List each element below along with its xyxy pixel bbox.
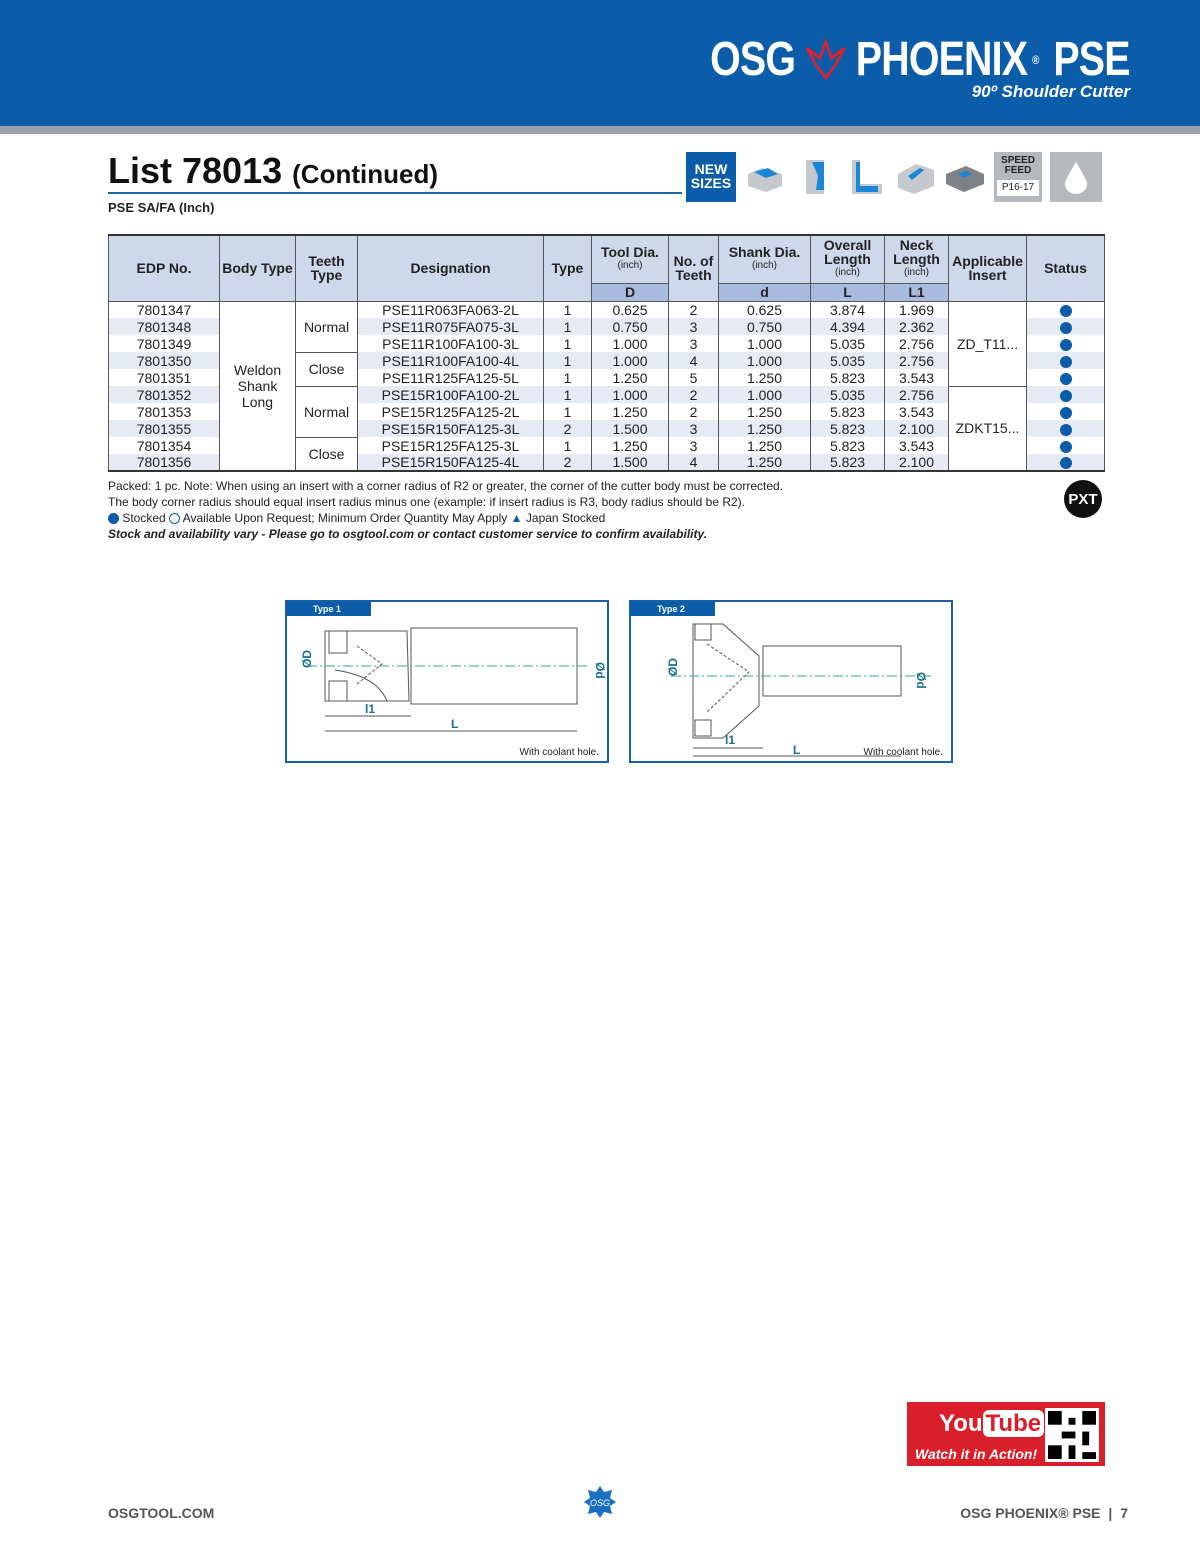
designation-cell: PSE15R150FA125-4L [358,454,544,471]
svg-text:l1: l1 [365,702,376,716]
brand-logo [710,32,1130,87]
diagram-type-2 [629,600,953,763]
stocked-icon [1060,373,1072,385]
shank-dia-cell: 0.750 [719,318,811,335]
header-divider [0,126,1200,134]
col-body-type: Body Type [220,235,296,301]
overall-length-cell: 5.823 [811,437,885,454]
shouldering-icon [744,156,786,198]
no-teeth-cell: 4 [669,352,719,369]
diagram-type-1 [285,600,609,763]
tool-dia-cell: 1.000 [592,352,669,369]
no-teeth-cell: 3 [669,420,719,437]
col-designation: Designation [358,235,544,301]
youtube-link[interactable] [907,1402,1105,1466]
tool-dia-cell: 1.250 [592,369,669,386]
type-cell: 1 [544,386,592,403]
note-packed: Packed: 1 pc. Note: When using an insert with a corner radius of R2 or greater, the corner of the cutter body must be corrected. [108,479,784,493]
page-title [108,150,438,192]
edp-cell: 7801356 [109,454,220,471]
tool-dia-cell: 1.250 [592,403,669,420]
footer-website[interactable]: OSGTOOL.COM [108,1505,215,1521]
shank-dia-cell: 1.250 [719,369,811,386]
type-cell: 1 [544,335,592,352]
designation-cell: PSE15R150FA125-3L [358,420,544,437]
edp-cell: 7801353 [109,403,220,420]
status-cell [1027,437,1105,454]
no-teeth-cell: 3 [669,318,719,335]
availability-note: Stock and availability vary - Please go to osgtool.com or contact customer service to confirm availability. [108,527,708,541]
edp-cell: 7801352 [109,386,220,403]
shank-dia-cell: 0.625 [719,301,811,318]
neck-length-cell: 1.969 [885,301,949,318]
stocked-icon [1060,441,1072,453]
no-teeth-cell: 2 [669,403,719,420]
edp-cell: 7801351 [109,369,220,386]
designation-cell: PSE15R125FA125-3L [358,437,544,454]
status-cell [1027,335,1105,352]
neck-length-cell: 2.756 [885,352,949,369]
col-neck-length: Neck Length (inch) [885,235,949,283]
tool-dia-cell: 1.000 [592,335,669,352]
coolant-badge [1050,152,1102,202]
title-underline [108,192,682,194]
neck-length-cell: 2.756 [885,386,949,403]
body-type-cell: Weldon Shank Long [220,301,296,471]
tool-dia-cell: 1.000 [592,386,669,403]
stocked-icon [108,513,119,524]
overall-length-cell: 5.035 [811,352,885,369]
no-teeth-cell: 5 [669,369,719,386]
stocked-icon [1060,390,1072,402]
status-cell [1027,301,1105,318]
teeth-type-cell: Normal [296,386,358,437]
teeth-type-cell: Normal [296,301,358,352]
stocked-icon [1060,424,1072,436]
status-cell [1027,420,1105,437]
header-subtitle: 90º Shoulder Cutter [971,82,1130,101]
registered-mark: ® [1032,52,1039,67]
tool-dia-cell: 1.500 [592,420,669,437]
brand-osg: OSG [710,33,796,86]
no-teeth-cell: 3 [669,437,719,454]
face-milling-icon [844,156,886,198]
sym-D: D [592,283,669,301]
edp-cell: 7801347 [109,301,220,318]
sym-L: L [811,283,885,301]
qr-code-icon [1045,1408,1099,1462]
page-number: 7 [1120,1505,1128,1521]
type-1-drawing [287,616,607,761]
col-no-teeth: No. of Teeth [669,235,719,301]
overall-length-cell: 5.823 [811,420,885,437]
type-cell: 1 [544,437,592,454]
neck-length-cell: 2.100 [885,420,949,437]
request-icon [169,513,180,524]
col-shank-dia: Shank Dia. (inch) [719,235,811,283]
col-status: Status [1027,235,1105,301]
shank-dia-cell: 1.000 [719,386,811,403]
pxt-badge: PXT [1064,480,1102,518]
shank-dia-cell: 1.250 [719,437,811,454]
neck-length-cell: 3.543 [885,369,949,386]
shank-dia-cell: 1.250 [719,403,811,420]
designation-cell: PSE11R125FA125-5L [358,369,544,386]
type-cell: 1 [544,318,592,335]
stocked-icon [1060,305,1072,317]
edp-cell: 7801354 [109,437,220,454]
overall-length-cell: 5.823 [811,369,885,386]
japan-stocked-icon: ▲ [510,511,523,525]
overall-length-cell: 5.823 [811,454,885,471]
type-cell: 2 [544,420,592,437]
status-cell [1027,318,1105,335]
stocked-icon [1060,339,1072,351]
type-cell: 1 [544,369,592,386]
col-tool-dia: Tool Dia. (inch) [592,235,669,283]
neck-length-cell: 3.543 [885,403,949,420]
tool-dia-cell: 1.250 [592,437,669,454]
no-teeth-cell: 4 [669,454,719,471]
shank-dia-cell: 1.000 [719,352,811,369]
svg-text:l1: l1 [725,733,736,747]
status-cell [1027,454,1105,471]
insert-cell[interactable]: ZDKT15... [949,386,1027,471]
stocked-icon [1060,407,1072,419]
slotting-icon [794,156,836,198]
tool-dia-cell: 0.625 [592,301,669,318]
designation-cell: PSE11R063FA063-2L [358,301,544,318]
stocked-icon [1060,322,1072,334]
stocked-icon [1060,356,1072,368]
table-row [109,301,1105,318]
col-type: Type [544,235,592,301]
col-teeth-type: Teeth Type [296,235,358,301]
footer-product: OSG PHOENIX® PSE | 7 [960,1505,1128,1521]
overall-length-cell: 5.035 [811,386,885,403]
svg-text:L: L [793,743,801,757]
phoenix-icon [800,38,851,82]
edp-cell: 7801348 [109,318,220,335]
diagram-label: Type 1 [287,602,371,616]
no-teeth-cell: 3 [669,335,719,352]
shank-dia-cell: 1.000 [719,335,811,352]
svg-text:ØD: ØD [300,650,314,668]
teeth-type-cell: Close [296,437,358,471]
channel-icon [894,156,936,198]
type-cell: 1 [544,301,592,318]
neck-length-cell: 2.362 [885,318,949,335]
col-insert: Applicable Insert [949,235,1027,301]
type-cell: 2 [544,454,592,471]
brand-phoenix: PHOENIX [856,33,1028,86]
tool-dia-cell: 1.500 [592,454,669,471]
osg-footer-logo [582,1484,618,1520]
brand-pse: PSE [1053,33,1130,86]
designation-cell: PSE11R075FA075-3L [358,318,544,335]
overall-length-cell: 3.874 [811,301,885,318]
edp-cell: 7801349 [109,335,220,352]
overall-length-cell: 5.035 [811,335,885,352]
designation-cell: PSE15R100FA100-2L [358,386,544,403]
pocket-icon [944,156,986,198]
diagram-caption: With coolant hole. [519,747,599,758]
speed-feed-page: P16-17 [997,180,1039,196]
sym-L1: L1 [885,283,949,301]
edp-cell: 7801355 [109,420,220,437]
application-icons [686,152,1102,202]
status-cell [1027,403,1105,420]
insert-cell[interactable]: ZD_T11... [949,301,1027,386]
neck-length-cell: 2.100 [885,454,949,471]
status-cell [1027,352,1105,369]
designation-cell: PSE15R125FA125-2L [358,403,544,420]
svg-text:OSG: OSG [589,1498,611,1508]
sym-d: d [719,283,811,301]
svg-text:Ød: Ød [593,662,607,679]
watch-label: Watch it in Action! [915,1446,1038,1462]
list-number: List 78013 [108,150,283,191]
shank-dia-cell: 1.250 [719,420,811,437]
status-cell [1027,369,1105,386]
type-cell: 1 [544,352,592,369]
col-overall-length: Overall Length (inch) [811,235,885,283]
designation-cell: PSE11R100FA100-3L [358,335,544,352]
type-2-drawing [631,616,951,761]
tool-dia-cell: 0.750 [592,318,669,335]
edp-cell: 7801350 [109,352,220,369]
svg-text:L: L [451,717,459,731]
product-table [108,234,1105,472]
neck-length-cell: 2.756 [885,335,949,352]
status-legend: Stocked Available Upon Request; Minimum Order Quantity May Apply ▲ Japan Stocked [108,510,783,526]
designation-cell: PSE11R100FA100-4L [358,352,544,369]
continued-label: (Continued) [292,159,438,189]
note-radius: The body corner radius should equal insert radius minus one (example: if insert radius is R3, body radius should be R2). [108,495,745,509]
youtube-logo: You Tube [939,1410,1044,1438]
type-cell: 1 [544,403,592,420]
status-cell [1027,386,1105,403]
diagram-label: Type 2 [631,602,715,616]
no-teeth-cell: 2 [669,301,719,318]
neck-length-cell: 3.543 [885,437,949,454]
speed-feed-badge[interactable]: SPEED FEED P16-17 [994,152,1042,202]
shank-dia-cell: 1.250 [719,454,811,471]
overall-length-cell: 5.823 [811,403,885,420]
new-sizes-badge: NEW SIZES [686,152,736,202]
page-subheading: PSE SA/FA (Inch) [108,200,215,215]
overall-length-cell: 4.394 [811,318,885,335]
svg-text:Ød: Ød [914,672,928,689]
teeth-type-cell: Close [296,352,358,386]
stocked-icon [1060,457,1072,469]
svg-text:ØD: ØD [666,658,680,676]
no-teeth-cell: 2 [669,386,719,403]
col-edp: EDP No. [109,235,220,301]
diagram-caption: With coolant hole. [863,747,943,758]
coolant-drop-icon [1063,160,1089,194]
notes [108,478,783,542]
